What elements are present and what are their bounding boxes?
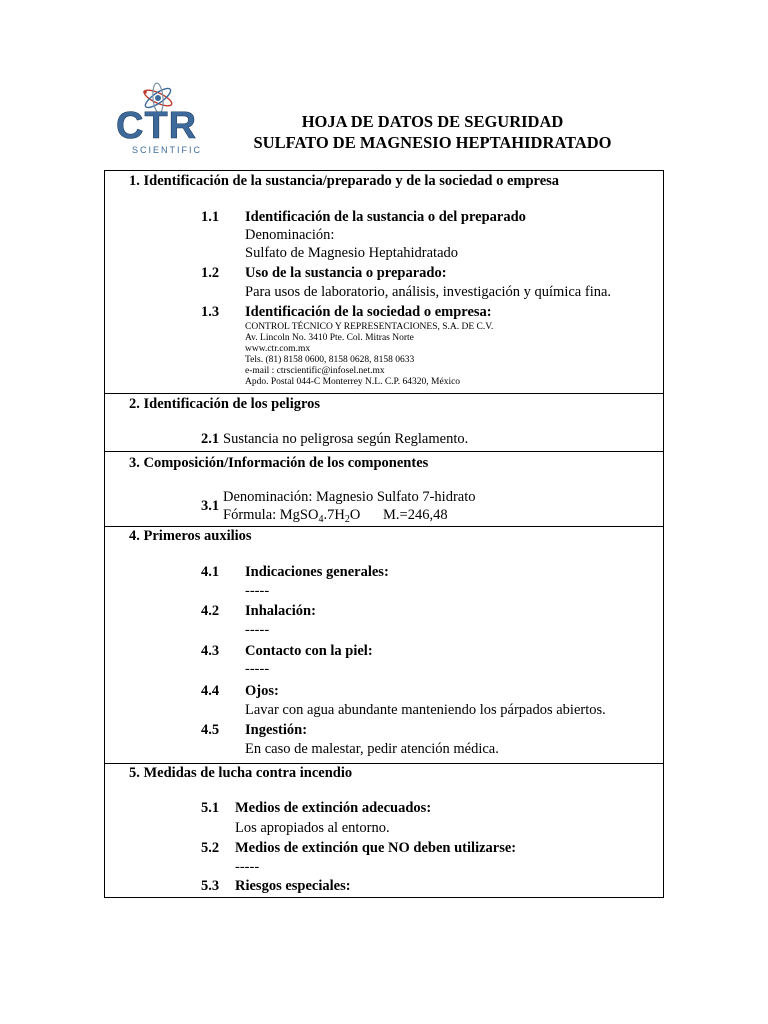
company-email: e-mail : ctrscientific@infosel.net.mx	[245, 366, 385, 376]
item-2-1-text: Sustancia no peligrosa según Reglamento.	[223, 431, 469, 447]
item-4-5-number: 4.5	[201, 722, 220, 738]
item-4-2-text: -----	[245, 622, 270, 638]
item-1-1-number: 1.1	[201, 209, 220, 225]
section-divider	[105, 393, 663, 394]
item-5-3-number: 5.3	[201, 878, 220, 894]
item-1-2-label: Uso de la sustancia o preparado:	[245, 265, 447, 281]
atom-logo-icon	[112, 78, 222, 158]
item-4-3-number: 4.3	[201, 643, 220, 659]
company-logo	[112, 78, 222, 158]
title-line-2: SULFATO DE MAGNESIO HEPTAHIDRATADO	[253, 133, 612, 152]
title-line-1: HOJA DE DATOS DE SEGURIDAD	[301, 112, 564, 131]
safety-data-sheet	[104, 170, 664, 898]
section-3-title: 3. Composición/Información de los componentes	[129, 455, 429, 471]
item-1-3-number: 1.3	[201, 304, 220, 320]
item-4-3-label: Contacto con la piel:	[245, 643, 373, 659]
section-1-title: 1. Identificación de la sustancia/preparado y de la sociedad o empresa	[129, 173, 560, 189]
item-1-2-text: Para usos de laboratorio, análisis, investigación y química fina.	[245, 284, 612, 300]
company-postal: Apdo. Postal 044-C Monterrey N.L. C.P. 64320, México	[245, 377, 461, 387]
item-4-1-text: -----	[245, 583, 270, 599]
item-4-1-number: 4.1	[201, 564, 220, 580]
composition-molar-mass: M.=246,48	[383, 507, 448, 523]
item-4-1-label: Indicaciones generales:	[245, 564, 389, 580]
company-website: www.ctr.com.mx	[245, 344, 311, 354]
item-5-1-label: Medios de extinción adecuados:	[235, 800, 432, 816]
company-name: CONTROL TÉCNICO Y REPRESENTACIONES, S.A. DE C.V.	[245, 322, 494, 332]
item-5-1-text: Los apropiados al entorno.	[235, 820, 390, 836]
item-1-3-label: Identificación de la sociedad o empresa:	[245, 304, 492, 320]
item-4-4-number: 4.4	[201, 683, 220, 699]
item-1-1-label: Identificación de la sustancia o del preparado	[245, 209, 526, 225]
item-5-3-label: Riesgos especiales:	[235, 878, 351, 894]
composition-formula: Fórmula: $MgSO_4.7H_2O$	[223, 507, 361, 525]
composition-denomination: Denominación: Magnesio Sulfato 7-hidrato	[223, 489, 476, 505]
item-4-5-text: En caso de malestar, pedir atención médica.	[245, 741, 499, 757]
logo-text: CTR	[116, 105, 198, 147]
item-4-2-number: 4.2	[201, 603, 220, 619]
item-5-1-number: 5.1	[201, 800, 220, 816]
section-divider	[105, 526, 663, 527]
item-4-2-label: Inhalación:	[245, 603, 316, 619]
item-3-1-number: 3.1	[201, 498, 220, 514]
section-2-title: 2. Identificación de los peligros	[129, 396, 321, 412]
company-address: Av. Lincoln No. 3410 Pte. Col. Mitras Norte	[245, 333, 414, 343]
item-4-4-text: Lavar con agua abundante manteniendo los párpados abiertos.	[245, 702, 606, 718]
item-5-2-text: -----	[235, 859, 260, 875]
item-4-4-label: Ojos:	[245, 683, 279, 699]
section-divider	[105, 763, 663, 764]
company-phones: Tels. (81) 8158 0600, 8158 0628, 8158 0633	[245, 355, 415, 365]
item-1-1-line-2: Sulfato de Magnesio Heptahidratado	[245, 245, 459, 261]
item-1-1-line-1: Denominación:	[245, 227, 335, 243]
section-divider	[105, 451, 663, 452]
item-4-3-text: -----	[245, 661, 270, 677]
item-5-2-label: Medios de extinción que NO deben utilizarse:	[235, 840, 517, 856]
logo-subtext: SCIENTIFIC	[132, 145, 203, 155]
item-2-1-number: 2.1	[201, 431, 220, 447]
document-title	[230, 111, 635, 153]
item-1-2-number: 1.2	[201, 265, 220, 281]
section-4-title: 4. Primeros auxilios	[129, 528, 252, 544]
section-5-title: 5. Medidas de lucha contra incendio	[129, 765, 353, 781]
item-4-5-label: Ingestión:	[245, 722, 308, 738]
item-5-2-number: 5.2	[201, 840, 220, 856]
